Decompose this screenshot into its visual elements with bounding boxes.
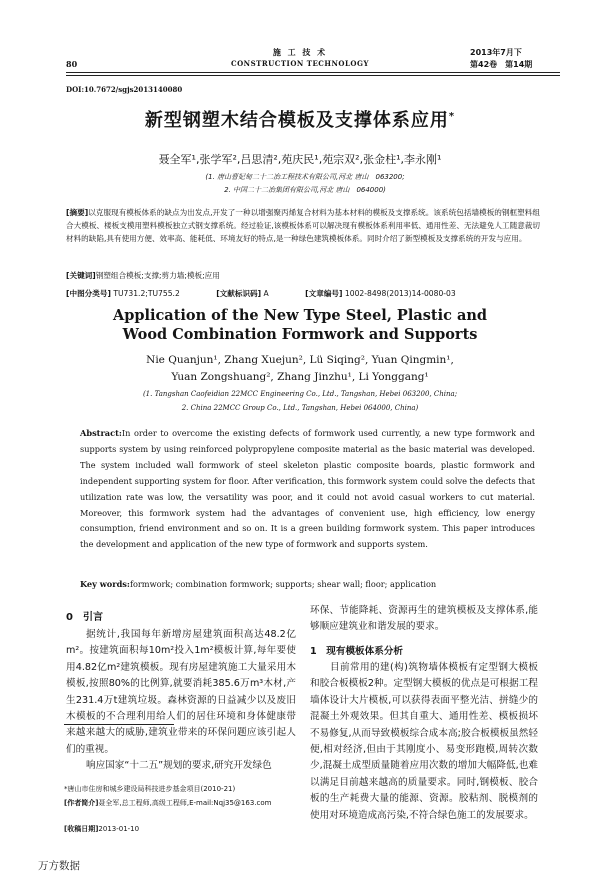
abstract-cn-label: [摘要]: [66, 208, 89, 217]
footnote-fund: *唐山市住房和城乡建设局科技进步基金项目(2010-21): [64, 785, 236, 793]
volume-issue: 第42卷 第14期: [470, 60, 533, 69]
abstract-cn: [66, 206, 540, 246]
footnote-received: [64, 824, 139, 834]
article-id-value: 1002-8498(2013)14-0080-03: [344, 289, 456, 298]
affiliation-cn-1: (1. 唐山曹妃甸二十二冶工程技术有限公司,河北 唐山 063200;: [205, 173, 405, 181]
affiliation-en-1: (1. Tangshan Caofeidian 22MCC Engineering Co., Ltd., Tangshan, Hebei 063200, China;: [142, 390, 458, 398]
footnote-author: [64, 797, 296, 809]
footnote-rule: [64, 724, 174, 725]
title-en-line1: Application of the New Type Steel, Plastic and: [112, 307, 488, 324]
footnote-author-text: 聂全军,总工程师,高级工程师,E-mail:Nqj35@163.com: [98, 799, 272, 807]
article-id-label: [文章编号]: [305, 289, 343, 298]
clc-value: TU731.2;TU755.2: [113, 289, 180, 298]
abstract-en-text: In order to overcome the existing defects of formwork used currently, a new type formwork and supports system by using reinforced polypropylene composite material as the basic material was developed. The system included wall formwork of steel skeleton plastic composite boards, plastic formwork and independent supporting system for floor. After verification, this formwork system could solve the defects that utilization rate was low, the versatility was poor, and it could not avoid casual workers to cut material. Moreover, this formwork system had the advantages of convenient use, high efficiency, low energy consumption, friend environment and so on. It is a green building formwork system. This paper introduces the development and application of the new type of formwork and supports system.: [80, 428, 535, 550]
authors-en-line2: Yuan Zongshuang², Zhang Jinzhu¹, Li Yonggang¹: [171, 371, 429, 383]
section-0-paragraph-1: 据统计,我国每年新增房屋建筑面积高达48.2亿m²。按建筑面积每10m²投入1m²模板计算,每年要使用4.82亿m²建筑模板。现有房屋建筑施工大量采用木模板,按照80%的比例算,就要消耗385.6万m³木材,产生231.4万t建筑垃圾。森林资源的日益减少以及废旧木模板的不合理利用给人们的居住环境和身体健康带来越来越大的威胁,建筑业带来的环保问题应该引起人们的重视。: [66, 629, 296, 755]
abstract-en: [80, 426, 535, 553]
watermark: 万方数据: [38, 860, 80, 872]
keywords-en: [80, 579, 535, 589]
affiliation-en-2: 2. China 22MCC Group Co., Ltd., Tangshan, Hebei 064000, China): [181, 404, 419, 412]
section-1-paragraph: 目前常用的建(构)筑物墙体模板有定型钢大模板和胶合板模板2种。定型钢大模板的优点是可根据工程墙体设计大片模板,可以获得表面平整光洁、拼缝少的混凝土外观效果。但其自重大、通用性差、模板损坏不易修复,从而导致模板综合成本高;胶合板模板虽然轻便,相对经济,但由于其刚度小、易变形跑模,周转次数少,混凝土成型质量随着应用次数的增加大幅降低,也难以满足目前越来越高的质量要求。同时,钢模板、胶合板的生产耗费大量的能源、资源。胶粘剂、脱模剂的使用对环境造成高污染,不符合绿色施工的发展要求。: [310, 662, 538, 821]
keywords-cn-text: 钢塑组合模板;支撑;剪力墙;模板;应用: [95, 271, 220, 280]
section-0-heading: 0 引言: [66, 612, 103, 623]
abstract-en-label: Abstract:: [80, 428, 122, 438]
title-cn-text: 新型钢塑木结合模板及支撑体系应用: [144, 110, 449, 131]
keywords-cn: [66, 270, 540, 281]
title-en-line2: Wood Combination Formwork and Supports: [122, 326, 478, 343]
right-column-continuation: 环保、节能降耗、资源再生的建筑模板及支撑体系,能够顺应建筑业和谐发展的要求。: [310, 605, 538, 633]
footnote-author-label: [作者简介]: [64, 799, 99, 807]
authors-cn: 聂全军¹,张学军²,吕思清²,苑庆民¹,苑宗双²,张金柱¹,李永刚¹: [158, 153, 442, 166]
keywords-cn-label: [关键词]: [66, 271, 96, 280]
title-cn: [60, 106, 540, 132]
doi: DOI:10.7672/sgjs2013140080: [66, 85, 183, 94]
footnote-date-value: 2013-01-10: [98, 825, 140, 833]
footnote-date-label: [收稿日期]: [64, 825, 99, 833]
doc-code-label: [文献标识码]: [216, 289, 262, 298]
authors-en-line1: Nie Quanjun¹, Zhang Xuejun², Lü Siqing², Yuan Qingmin¹,: [146, 354, 454, 366]
header-rule: [66, 72, 560, 73]
doc-code-value: A: [263, 289, 269, 298]
section-0-paragraph-2: 响应国家“十二五”规划的要求,研究开发绿色: [86, 760, 272, 771]
classification-line: [66, 288, 540, 299]
affiliation-cn-2: 2. 中国二十二冶集团有限公司,河北 唐山 064000): [224, 186, 386, 194]
title-fund-mark: *: [448, 111, 456, 122]
clc-label: [中图分类号]: [66, 289, 111, 298]
abstract-cn-text: 以克服现有模板体系的缺点为出发点,开发了一种以增强聚丙烯复合材料为基本材料的模板及支撑系统。该系统包括墙模板的钢框塑料组合大模板、楼板支模用塑料模板独立式钢支撑系统。经过验证,该模板体系可以解决现有模板体系利用率低、通用性差、无法避免人工随意裁切材料的缺陷,具有使用方便、效率高、能耗低、环境友好的特点,是一种绿色建筑模板体系。同时介绍了新型模板及支撑系统的开发与应用。: [66, 208, 540, 244]
issue-date: 2013年7月下: [470, 48, 522, 57]
section-1-heading: 1 现有模板体系分析: [310, 646, 404, 657]
journal-title-cn: 施 工 技 术: [272, 48, 328, 57]
journal-title-en: CONSTRUCTION TECHNOLOGY: [231, 59, 369, 68]
keywords-en-text: formwork; combination formwork; supports; shear wall; floor; application: [129, 579, 437, 589]
header-rule-thin: [66, 75, 560, 76]
page-number: 80: [66, 59, 78, 69]
keywords-en-label: Key words:: [80, 579, 130, 589]
